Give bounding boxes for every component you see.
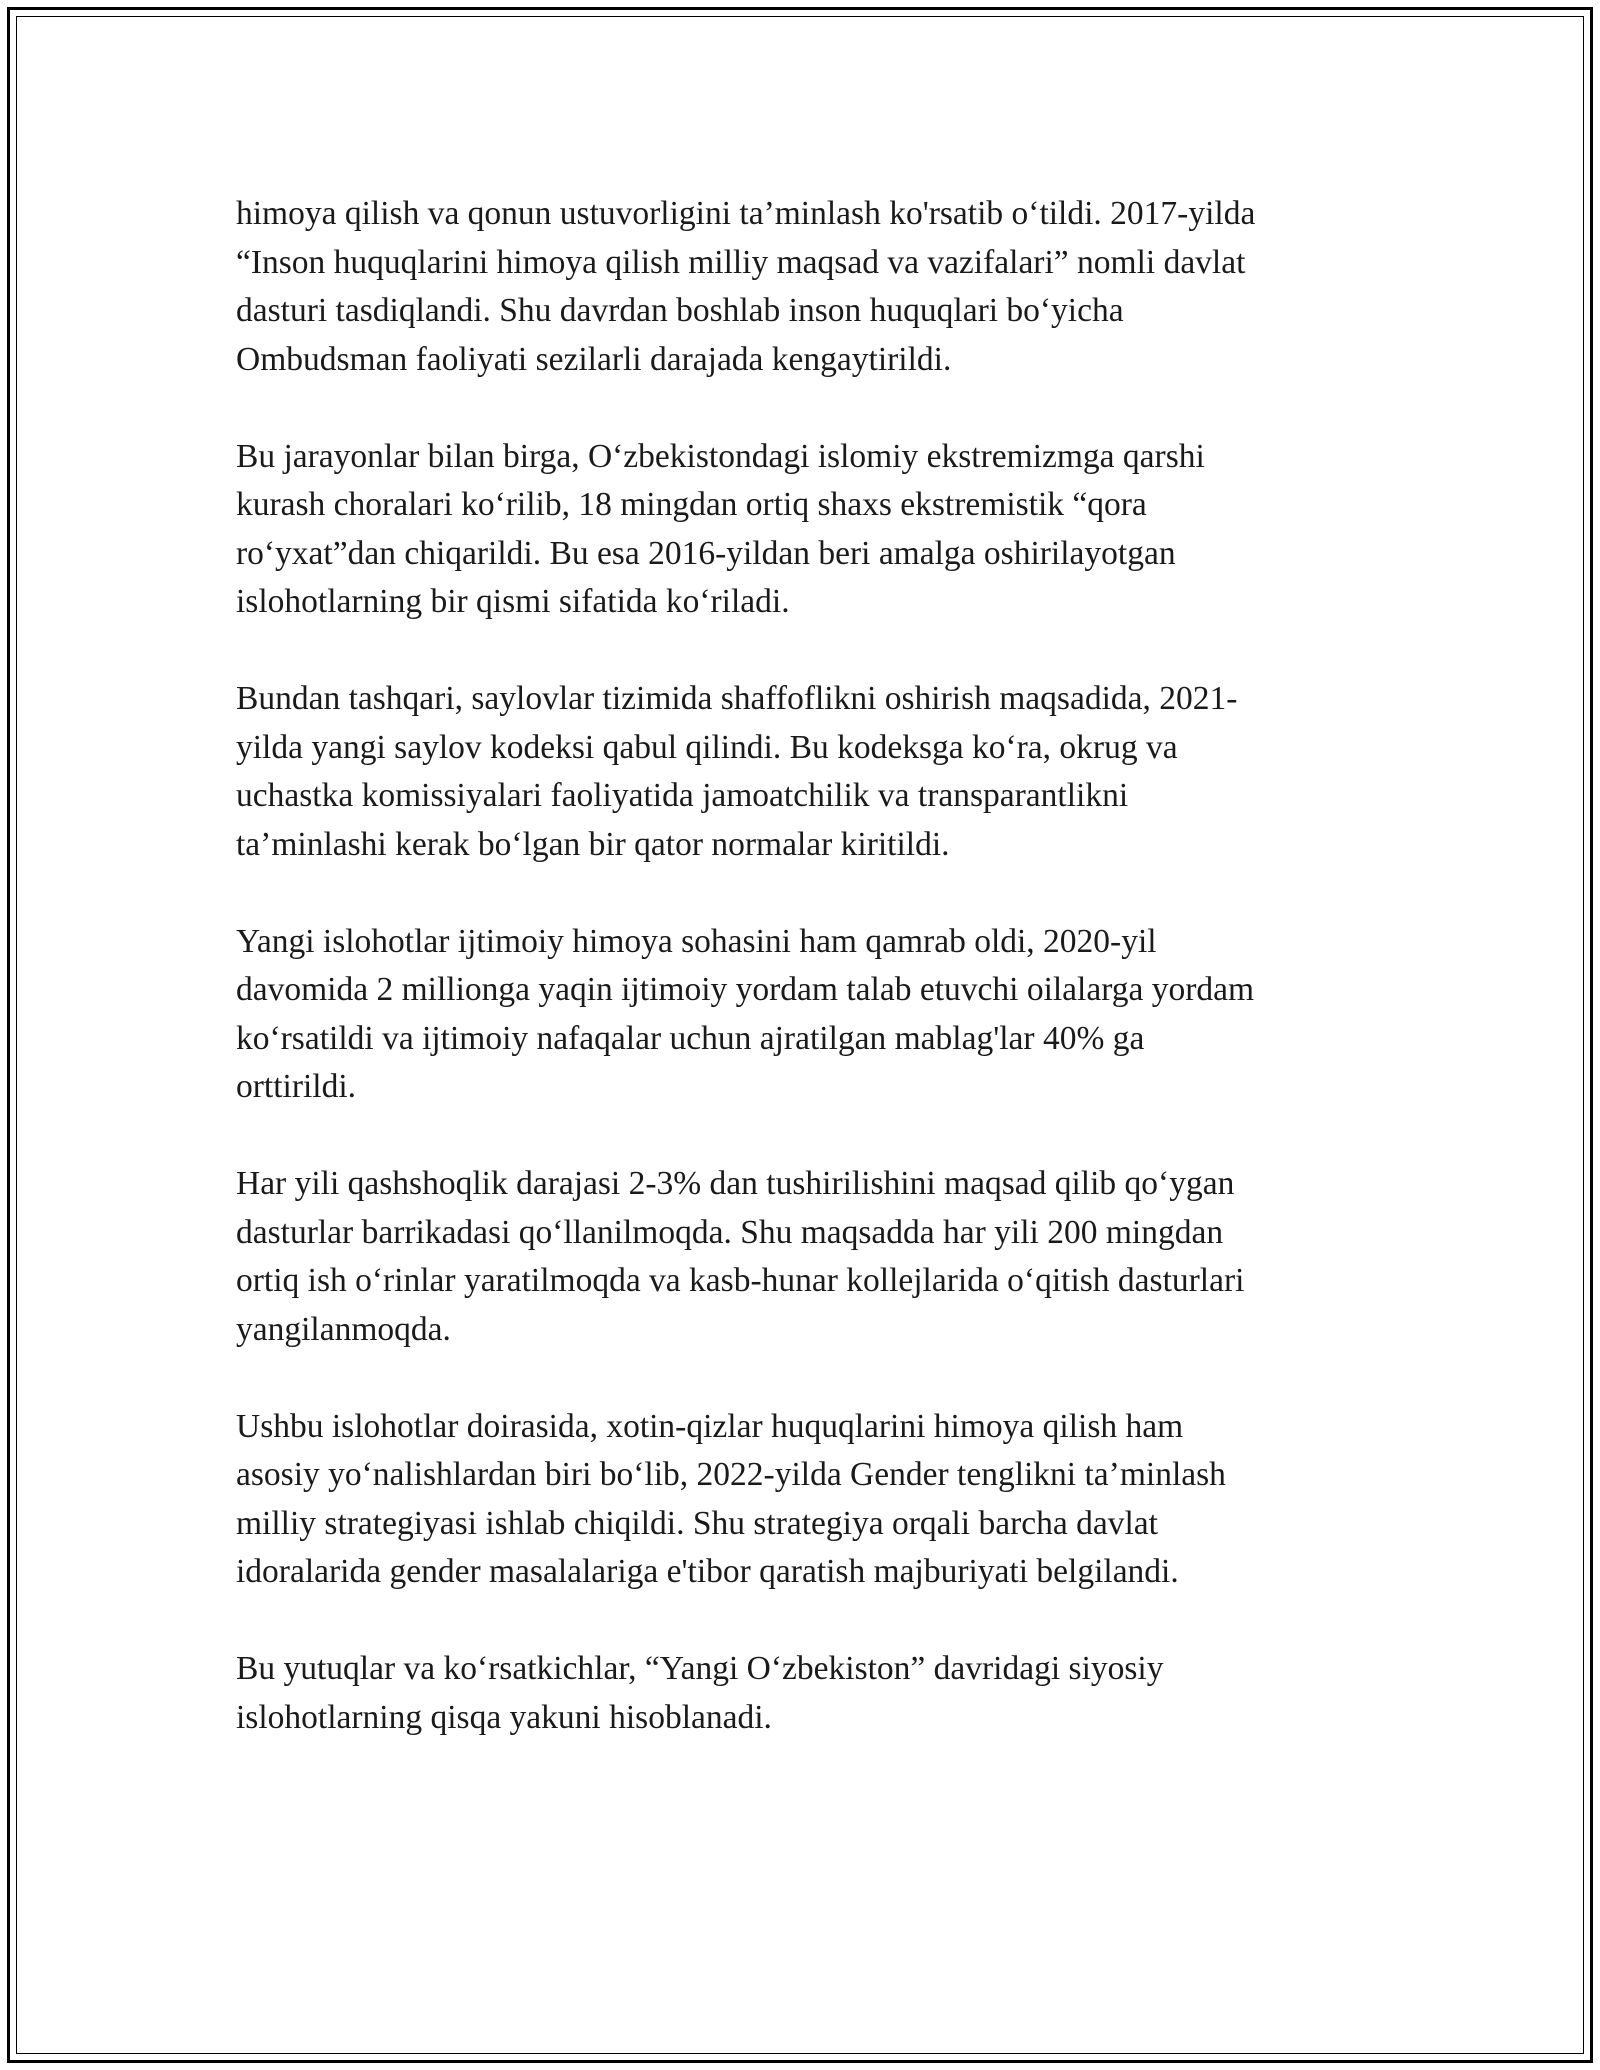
- paragraph-social-protection: [236, 918, 1366, 1112]
- text-line: dasturlar barrikadasi qo‘llanilmoqda. Shu maqsadda har yili 200 mingdan: [236, 1213, 1224, 1251]
- paragraph-human-rights: [236, 190, 1366, 384]
- paragraph-poverty: [236, 1160, 1366, 1354]
- text-line: islohotlarning bir qismi sifatida ko‘riladi.: [236, 583, 790, 620]
- text-line: yilda yangi saylov kodeksi qabul qilindi. Bu kodeksga ko‘ra, okrug va: [236, 728, 1178, 766]
- text-line: Bundan tashqari, saylovlar tizimida shaffoflikni oshirish maqsadida, 2021-: [236, 680, 1238, 717]
- text-line: yangilanmoqda.: [236, 1310, 451, 1348]
- text-line: kurash choralari ko‘rilib, 18 mingdan ortiq shaxs ekstremistik “qora: [236, 486, 1147, 523]
- paragraph-elections: [236, 675, 1366, 869]
- text-line: idoralarida gender masalalariga e'tibor qaratish majburiyati belgilandi.: [236, 1553, 1179, 1590]
- text-line: Bu yutuqlar va ko‘rsatkichlar, “Yangi O‘zbekiston” davridagi siyosiy: [236, 1650, 1164, 1687]
- text-line: orttirildi.: [236, 1068, 357, 1105]
- text-line: Yangi islohotlar ijtimoiy himoya sohasini ham qamrab oldi, 2020-yil: [236, 922, 1157, 960]
- text-line: uchastka komissiyalari faoliyatida jamoatchilik va transparantlikni: [236, 777, 1129, 814]
- text-line: ro‘yxat”dan chiqarildi. Bu esa 2016-yildan beri amalga oshirilayotgan: [236, 534, 1176, 572]
- text-line: asosiy yo‘nalishlardan biri bo‘lib, 2022-yilda Gender tenglikni ta’minlash: [236, 1456, 1226, 1493]
- text-line: islohotlarning qisqa yakuni hisoblanadi.: [236, 1698, 772, 1736]
- text-line: Ushbu islohotlar doirasida, xotin-qizlar huquqlarini himoya qilish ham: [236, 1407, 1184, 1445]
- text-line: Har yili qashshoqlik darajasi 2-3% dan tushirilishini maqsad qilib qo‘ygan: [236, 1165, 1235, 1202]
- text-line: himoya qilish va qonun ustuvorligini ta’minlash ko'rsatib o‘tildi. 2017-yilda: [236, 195, 1256, 232]
- paragraph-gender-equality: [236, 1403, 1366, 1597]
- text-line: milliy strategiyasi ishlab chiqildi. Shu strategiya orqali barcha davlat: [236, 1504, 1158, 1542]
- text-line: ortiq ish o‘rinlar yaratilmoqda va kasb-hunar kollejlarida o‘qitish dasturlari: [236, 1262, 1245, 1299]
- text-line: ta’minlashi kerak bo‘lgan bir qator normalar kiritildi.: [236, 825, 950, 863]
- document-body: [236, 190, 1366, 1791]
- text-line: dasturi tasdiqlandi. Shu davrdan boshlab inson huquqlari bo‘yicha: [236, 292, 1124, 329]
- text-line: ko‘rsatildi va ijtimoiy nafaqalar uchun ajratilgan mablag'lar 40% ga: [236, 1019, 1145, 1057]
- paragraph-conclusion: [236, 1645, 1366, 1742]
- text-line: “Inson huquqlarini himoya qilish milliy maqsad va vazifalari” nomli davlat: [236, 243, 1246, 281]
- text-line: davomida 2 millionga yaqin ijtimoiy yordam talab etuvchi oilalarga yordam: [236, 971, 1255, 1008]
- text-line: Bu jarayonlar bilan birga, O‘zbekistondagi islomiy ekstremizmga qarshi: [236, 437, 1205, 475]
- text-line: Ombudsman faoliyati sezilarli darajada kengaytirildi.: [236, 340, 952, 378]
- paragraph-extremism: [236, 433, 1366, 627]
